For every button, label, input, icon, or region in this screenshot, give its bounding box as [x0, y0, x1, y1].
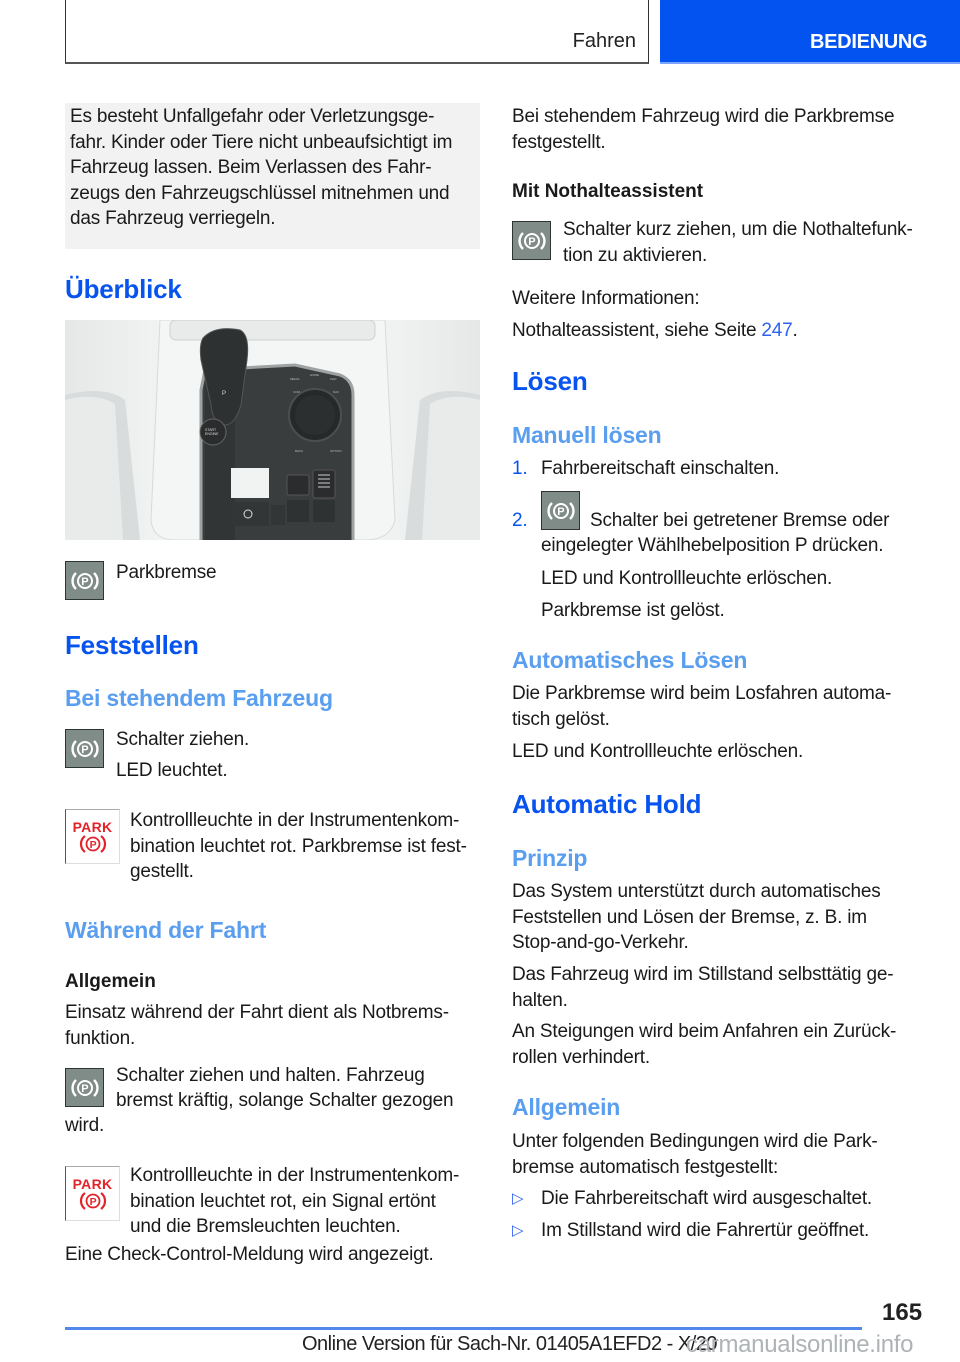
heading-manuell-loesen: Manuell lösen: [512, 422, 662, 448]
step-2-text-l2: eingelegter Wählhebelposition P drücken.: [541, 535, 884, 556]
svg-text:P: P: [80, 575, 89, 588]
prinzip-paragraph-3: [512, 1019, 896, 1070]
text-line: Stop-and-go-Verkehr.: [512, 932, 689, 953]
center-console-illustration: [65, 320, 480, 540]
warning-line: das Fahrzeug verriegeln.: [70, 208, 276, 229]
einsatz-text: [65, 1000, 449, 1051]
allgemein-text: [512, 1129, 878, 1180]
step-2-number: 2.: [512, 510, 528, 531]
prinzip-paragraph-2: [512, 962, 893, 1013]
heading-allgemein-left: Allgemein: [65, 971, 156, 992]
text-line: Einsatz während der Fahrt dient als Notbrems-: [65, 1002, 449, 1023]
parking-brake-glyph: [69, 737, 101, 761]
header-chapter-title: BEDIENUNG: [810, 31, 928, 53]
svg-text:MAP: MAP: [330, 377, 337, 381]
heading-loesen: Lösen: [512, 366, 588, 396]
kontroll-text-2: [130, 1163, 459, 1240]
header-chapter-tab: [660, 0, 960, 64]
text-line: Unter folgenden Bedingungen wird die Park-: [512, 1131, 878, 1152]
svg-text:P: P: [89, 1195, 97, 1208]
stehend-step-1: Schalter ziehen.: [116, 729, 250, 750]
checkcontrol-text: Eine Check-Control-Meldung wird angezeigt.: [65, 1244, 434, 1265]
step-1-text: Fahrbereitschaft einschalten.: [541, 458, 780, 479]
text-line: und die Bremsleuchten leuchten.: [130, 1216, 401, 1237]
bullet-item-1: Die Fahrbereitschaft wird ausgeschaltet.: [541, 1188, 872, 1209]
auto-text: [512, 681, 891, 732]
text-line: Feststellen und Lösen der Bremse, z. B. im: [512, 906, 867, 928]
auto-note: LED und Kontrollleuchte erlöschen.: [512, 741, 804, 762]
parking-brake-glyph: [69, 1076, 101, 1100]
heading-waehrend-der-fahrt: Während der Fahrt: [65, 917, 267, 943]
svg-text:ENGINE: ENGINE: [205, 432, 219, 436]
nothalt-text: [563, 217, 913, 268]
heading-automatisches-loesen: Automatisches Lösen: [512, 647, 748, 673]
parking-brake-icon: [541, 491, 580, 530]
text-line: bination leuchtet rot. Parkbremse ist fest-: [130, 835, 467, 857]
kontroll-text-1: [130, 808, 467, 885]
reference-text: Nothalteassistent, siehe Seite: [512, 320, 762, 341]
svg-text:HOME: HOME: [310, 373, 319, 377]
heading-allgemein-right: Allgemein: [512, 1094, 621, 1120]
step-2-note-2: Parkbremse ist gelöst.: [541, 600, 725, 621]
step-2-text-l1: Schalter bei getretener Bremse oder: [590, 510, 890, 531]
text-line: bremse automatisch festgestellt:: [512, 1156, 779, 1178]
park-warning-lamp-icon: [65, 1166, 120, 1221]
text-line: tisch gelöst.: [512, 708, 610, 730]
text-line: halten.: [512, 989, 568, 1011]
center-console-photo: [65, 320, 480, 540]
svg-text:COM: COM: [293, 390, 300, 394]
svg-text:P: P: [89, 838, 97, 851]
svg-text:NAV: NAV: [333, 390, 339, 394]
parking-brake-icon: [65, 561, 104, 600]
heading-prinzip: Prinzip: [512, 845, 588, 871]
step-2-note-1: LED und Kontrollleuchte erlöschen.: [541, 568, 833, 589]
park-label: PARK: [72, 818, 113, 835]
text-line: Kontrollleuchte in der Instrumentenkom-: [130, 810, 460, 831]
parkbremse-label: Parkbremse: [116, 562, 217, 583]
park-warning-lamp-icon: [65, 809, 120, 864]
text-line: funktion.: [65, 1027, 136, 1049]
intro-text: [512, 104, 894, 155]
weitere-informationen: Weitere Informationen:: [512, 288, 700, 309]
red-parking-brake-glyph: [78, 834, 108, 854]
text-line: An Steigungen wird beim Anfahren ein Zurück-: [512, 1021, 897, 1042]
warning-line: fahr. Kinder oder Tiere nicht unbeaufsichtigt im: [70, 131, 453, 153]
page-247-link[interactable]: 247: [761, 320, 793, 341]
warning-line: zeugs den Fahrzeugschlüssel mitnehmen und: [70, 182, 450, 204]
park-label: PARK: [72, 1175, 113, 1192]
bullet-item-2: Im Stillstand wird die Fahrertür geöffnet.: [541, 1220, 870, 1241]
text-line: rollen verhindert.: [512, 1046, 650, 1068]
parking-brake-glyph: [516, 229, 548, 253]
stehend-step-2: LED leuchtet.: [116, 760, 228, 781]
text-line: tion zu aktivieren.: [563, 244, 708, 266]
text-line: Schalter kurz ziehen, um die Nothaltefunk-: [563, 219, 913, 240]
warning-line: Es besteht Unfallgefahr oder Verletzungsge-: [70, 106, 435, 127]
page-number: 165: [882, 1299, 923, 1326]
reference-line: [512, 318, 798, 344]
text-line: bination leuchtet rot, ein Signal ertönt: [130, 1190, 436, 1212]
heading-feststellen: Feststellen: [65, 630, 199, 660]
text-line: festgestellt.: [512, 131, 606, 153]
heading-bei-stehendem-fahrzeug: Bei stehendem Fahrzeug: [65, 685, 333, 711]
parking-brake-glyph: [545, 499, 577, 523]
footer-online-version: Online Version für Sach-Nr. 01405A1EFD2 - X/20: [302, 1333, 718, 1355]
heading-automatic-hold: Automatic Hold: [512, 789, 702, 819]
heading-ueberblick: Überblick: [65, 274, 182, 304]
halten-text-l3: wird.: [65, 1115, 105, 1136]
svg-text:P: P: [222, 391, 227, 397]
warning-line: Fahrzeug lassen. Beim Verlassen des Fahr-: [70, 157, 432, 178]
heading-mit-nothalteassistent: Mit Nothalteassistent: [512, 181, 704, 202]
svg-text:P: P: [80, 743, 89, 756]
halten-text-l1: Schalter ziehen und halten. Fahrzeug: [116, 1065, 425, 1086]
text-line: Das System unterstützt durch automatisches: [512, 881, 881, 902]
parking-brake-icon: [65, 1068, 104, 1107]
warning-box: [65, 103, 480, 249]
step-1-number: 1.: [512, 458, 528, 479]
parking-brake-glyph: [69, 569, 101, 593]
parking-brake-icon: [65, 729, 104, 768]
text-line: gestellt.: [130, 861, 194, 882]
svg-text:BACK: BACK: [295, 449, 304, 453]
footer-divider: [65, 1327, 862, 1330]
bullet-triangle-icon: ▷: [512, 1222, 524, 1239]
svg-text:MEDIA: MEDIA: [290, 377, 300, 381]
halten-text-l2: bremst kräftig, solange Schalter gezogen: [116, 1090, 454, 1111]
svg-text:P: P: [80, 1082, 89, 1095]
text-line: Bei stehendem Fahrzeug wird die Parkbremse: [512, 106, 895, 127]
bullet-triangle-icon: ▷: [512, 1190, 524, 1207]
text-line: Das Fahrzeug wird im Stillstand selbsttätig ge-: [512, 964, 894, 985]
text-line: Die Parkbremse wird beim Losfahren automa-: [512, 683, 892, 704]
svg-text:P: P: [527, 235, 536, 248]
svg-text:OPTION: OPTION: [330, 449, 342, 453]
watermark: carmanualsonline.info: [686, 1331, 914, 1358]
prinzip-paragraph-1: [512, 879, 881, 956]
svg-text:P: P: [556, 505, 565, 518]
svg-text:START: START: [205, 428, 217, 432]
red-parking-brake-glyph: [78, 1191, 108, 1211]
text-line: Kontrollleuchte in der Instrumentenkom-: [130, 1165, 460, 1186]
reference-end: .: [792, 320, 798, 341]
header-section-title: Fahren: [572, 30, 636, 52]
header-section-box: [65, 0, 649, 64]
parking-brake-icon: [512, 221, 551, 260]
